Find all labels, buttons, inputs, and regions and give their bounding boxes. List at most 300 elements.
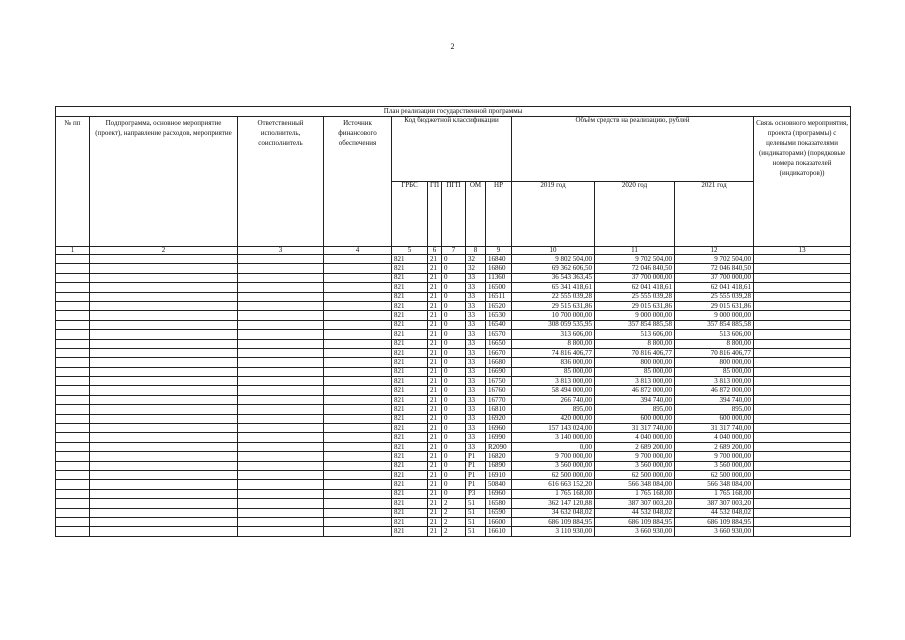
table-row: [56, 442, 851, 451]
code-cell: 21: [428, 283, 442, 292]
amount-cell: 513 606,00: [675, 330, 754, 339]
link-cell: [754, 292, 851, 301]
code-cell: 821: [392, 395, 428, 404]
code-cell: 2: [442, 499, 466, 508]
link-cell: [754, 480, 851, 489]
column-number: 3: [238, 247, 324, 255]
link-cell: [754, 470, 851, 479]
code-cell: 0: [442, 452, 466, 461]
empty-cell: [238, 273, 324, 282]
code-cell: R2090: [486, 442, 512, 451]
empty-cell: [324, 442, 392, 451]
code-cell: 0: [442, 414, 466, 423]
amount-cell: 686 109 884,95: [675, 517, 754, 526]
empty-cell: [56, 452, 90, 461]
column-number: 6: [428, 247, 442, 255]
code-cell: 51: [466, 499, 486, 508]
link-cell: [754, 283, 851, 292]
amount-cell: 3 813 000,00: [512, 377, 595, 386]
empty-cell: [238, 452, 324, 461]
empty-cell: [324, 311, 392, 320]
code-cell: 21: [428, 489, 442, 498]
amount-cell: 25 555 039,28: [595, 292, 675, 301]
code-cell: 21: [428, 348, 442, 357]
amount-cell: 46 872 000,00: [675, 386, 754, 395]
code-cell: 821: [392, 480, 428, 489]
amount-cell: 65 341 418,61: [512, 283, 595, 292]
empty-cell: [90, 386, 238, 395]
column-number: 1: [56, 247, 90, 255]
amount-cell: 62 500 000,00: [595, 470, 675, 479]
amount-cell: 2 689 200,00: [595, 442, 675, 451]
amount-cell: 394 740,00: [595, 395, 675, 404]
amount-cell: 3 560 000,00: [512, 461, 595, 470]
amount-cell: 9 700 000,00: [595, 452, 675, 461]
empty-cell: [56, 480, 90, 489]
link-cell: [754, 424, 851, 433]
page-number: 2: [450, 42, 455, 51]
amount-cell: 70 816 406,77: [595, 348, 675, 357]
code-cell: 16580: [486, 499, 512, 508]
amount-cell: 157 143 024,00: [512, 424, 595, 433]
table-row: [56, 301, 851, 310]
amount-cell: 9 000 000,00: [675, 311, 754, 320]
empty-cell: [238, 461, 324, 470]
empty-cell: [56, 377, 90, 386]
empty-cell: [238, 405, 324, 414]
code-cell: 16860: [486, 264, 512, 273]
empty-cell: [324, 405, 392, 414]
code-cell: 821: [392, 517, 428, 526]
amount-cell: 313 606,00: [512, 330, 595, 339]
link-cell: [754, 264, 851, 273]
code-cell: 21: [428, 311, 442, 320]
amount-cell: 74 816 406,77: [512, 348, 595, 357]
amount-cell: 1 765 168,00: [512, 489, 595, 498]
code-cell: 33: [466, 433, 486, 442]
empty-cell: [238, 517, 324, 526]
empty-cell: [238, 367, 324, 376]
code-cell: 0: [442, 386, 466, 395]
amount-cell: 3 813 000,00: [675, 377, 754, 386]
empty-cell: [324, 433, 392, 442]
code-cell: 2: [442, 527, 466, 536]
code-cell: 821: [392, 405, 428, 414]
column-number-row: [56, 247, 851, 255]
link-cell: [754, 386, 851, 395]
code-cell: 51: [466, 508, 486, 517]
empty-cell: [90, 264, 238, 273]
code-cell: 33: [466, 442, 486, 451]
code-cell: 33: [466, 395, 486, 404]
amount-cell: 895,00: [512, 405, 595, 414]
link-cell: [754, 442, 851, 451]
empty-cell: [90, 283, 238, 292]
amount-cell: 9 702 504,00: [595, 255, 675, 264]
empty-cell: [90, 273, 238, 282]
empty-cell: [90, 311, 238, 320]
code-cell: 821: [392, 452, 428, 461]
empty-cell: [90, 489, 238, 498]
table-row: [56, 273, 851, 282]
table-title: План реализации государственной программы: [56, 107, 851, 117]
link-cell: [754, 517, 851, 526]
code-cell: 21: [428, 499, 442, 508]
code-cell: 16570: [486, 330, 512, 339]
code-cell: 821: [392, 301, 428, 310]
empty-cell: [238, 320, 324, 329]
amount-cell: 686 109 884,95: [595, 517, 675, 526]
header-2019: 2019 год: [512, 182, 595, 247]
code-cell: 21: [428, 358, 442, 367]
amount-cell: 37 700 000,00: [595, 273, 675, 282]
empty-cell: [56, 405, 90, 414]
amount-cell: 85 000,00: [595, 367, 675, 376]
header-responsible: Ответственный исполнитель, соисполнитель: [238, 117, 324, 247]
code-cell: 21: [428, 452, 442, 461]
code-cell: 33: [466, 386, 486, 395]
empty-cell: [324, 348, 392, 357]
empty-cell: [324, 470, 392, 479]
amount-cell: 9 702 504,00: [675, 255, 754, 264]
code-cell: P1: [466, 480, 486, 489]
empty-cell: [90, 367, 238, 376]
code-cell: 821: [392, 283, 428, 292]
amount-cell: 308 059 535,95: [512, 320, 595, 329]
code-cell: 16770: [486, 395, 512, 404]
code-cell: 16990: [486, 433, 512, 442]
code-cell: 16840: [486, 255, 512, 264]
table-row: [56, 311, 851, 320]
code-cell: 21: [428, 424, 442, 433]
amount-cell: 3 660 930,00: [595, 527, 675, 536]
header-2021: 2021 год: [675, 182, 754, 247]
link-cell: [754, 414, 851, 423]
code-cell: 33: [466, 377, 486, 386]
code-cell: 16810: [486, 405, 512, 414]
empty-cell: [238, 330, 324, 339]
column-number: 9: [486, 247, 512, 255]
empty-cell: [238, 348, 324, 357]
code-cell: 21: [428, 527, 442, 536]
link-cell: [754, 311, 851, 320]
amount-cell: 3 110 930,00: [512, 527, 595, 536]
code-cell: 21: [428, 367, 442, 376]
column-number: 5: [392, 247, 428, 255]
table-row: [56, 255, 851, 264]
code-cell: 821: [392, 424, 428, 433]
header-source: Источник финансового обеспечения: [324, 117, 392, 247]
code-cell: 50840: [486, 480, 512, 489]
column-number: 12: [675, 247, 754, 255]
amount-cell: 72 046 840,50: [675, 264, 754, 273]
code-cell: 821: [392, 489, 428, 498]
empty-cell: [56, 320, 90, 329]
empty-cell: [238, 414, 324, 423]
code-cell: 821: [392, 339, 428, 348]
amount-cell: 62 041 418,61: [675, 283, 754, 292]
amount-cell: 0,00: [512, 442, 595, 451]
table-row: [56, 330, 851, 339]
amount-cell: 4 040 000,00: [675, 433, 754, 442]
table-row: [56, 264, 851, 273]
empty-cell: [324, 414, 392, 423]
table-row: [56, 433, 851, 442]
empty-cell: [238, 255, 324, 264]
empty-cell: [324, 395, 392, 404]
empty-cell: [90, 377, 238, 386]
code-cell: 16670: [486, 348, 512, 357]
code-cell: 821: [392, 273, 428, 282]
empty-cell: [238, 424, 324, 433]
code-cell: 16511: [486, 292, 512, 301]
amount-cell: 4 040 000,00: [595, 433, 675, 442]
code-cell: 821: [392, 348, 428, 357]
amount-cell: 9 700 000,00: [675, 452, 754, 461]
empty-cell: [56, 330, 90, 339]
empty-cell: [90, 452, 238, 461]
code-cell: 16530: [486, 311, 512, 320]
empty-cell: [324, 452, 392, 461]
empty-cell: [56, 433, 90, 442]
empty-cell: [90, 442, 238, 451]
code-cell: 16590: [486, 508, 512, 517]
code-cell: 21: [428, 301, 442, 310]
empty-cell: [90, 527, 238, 536]
code-cell: 16650: [486, 339, 512, 348]
table-row: [56, 527, 851, 536]
link-cell: [754, 255, 851, 264]
empty-cell: [56, 301, 90, 310]
empty-cell: [324, 358, 392, 367]
column-number: 4: [324, 247, 392, 255]
link-cell: [754, 395, 851, 404]
table-row: [56, 489, 851, 498]
code-cell: 16540: [486, 320, 512, 329]
code-cell: 821: [392, 377, 428, 386]
code-cell: 2: [442, 517, 466, 526]
empty-cell: [56, 255, 90, 264]
header-grbs: ГРБС: [392, 182, 428, 247]
code-cell: 2: [442, 508, 466, 517]
empty-cell: [324, 367, 392, 376]
code-cell: 33: [466, 330, 486, 339]
table-body: [56, 255, 851, 537]
link-cell: [754, 330, 851, 339]
amount-cell: 8 800,00: [675, 339, 754, 348]
empty-cell: [324, 386, 392, 395]
code-cell: 21: [428, 517, 442, 526]
code-cell: 16750: [486, 377, 512, 386]
empty-cell: [324, 330, 392, 339]
empty-cell: [90, 358, 238, 367]
link-cell: [754, 499, 851, 508]
code-cell: 21: [428, 433, 442, 442]
amount-cell: 85 000,00: [512, 367, 595, 376]
code-cell: 0: [442, 339, 466, 348]
code-cell: 33: [466, 320, 486, 329]
code-cell: 21: [428, 461, 442, 470]
code-cell: P1: [466, 470, 486, 479]
header-number: № пп: [56, 117, 90, 247]
table-row: [56, 367, 851, 376]
amount-cell: 69 362 606,50: [512, 264, 595, 273]
code-cell: 33: [466, 348, 486, 357]
code-cell: 16690: [486, 367, 512, 376]
empty-cell: [90, 292, 238, 301]
amount-cell: 25 555 039,28: [675, 292, 754, 301]
empty-cell: [238, 508, 324, 517]
code-cell: 0: [442, 405, 466, 414]
table-row: [56, 424, 851, 433]
table-row: [56, 386, 851, 395]
empty-cell: [90, 433, 238, 442]
code-cell: 32: [466, 255, 486, 264]
amount-cell: 1 765 168,00: [595, 489, 675, 498]
code-cell: 21: [428, 377, 442, 386]
amount-cell: 1 765 168,00: [675, 489, 754, 498]
code-cell: 0: [442, 292, 466, 301]
amount-cell: 70 816 406,77: [675, 348, 754, 357]
empty-cell: [90, 395, 238, 404]
amount-cell: 266 740,00: [512, 395, 595, 404]
code-cell: 0: [442, 395, 466, 404]
code-cell: 21: [428, 320, 442, 329]
amount-cell: 9 000 000,00: [595, 311, 675, 320]
amount-cell: 836 000,00: [512, 358, 595, 367]
header-2020: 2020 год: [595, 182, 675, 247]
table-row: [56, 292, 851, 301]
empty-cell: [56, 283, 90, 292]
empty-cell: [238, 264, 324, 273]
empty-cell: [90, 499, 238, 508]
empty-cell: [324, 461, 392, 470]
amount-cell: 2 689 200,00: [675, 442, 754, 451]
empty-cell: [324, 527, 392, 536]
empty-cell: [56, 386, 90, 395]
amount-cell: 62 500 000,00: [675, 470, 754, 479]
amount-cell: 44 532 048,02: [595, 508, 675, 517]
code-cell: 821: [392, 255, 428, 264]
amount-cell: 9 700 000,00: [512, 452, 595, 461]
amount-cell: 3 560 000,00: [675, 461, 754, 470]
empty-cell: [238, 395, 324, 404]
link-cell: [754, 489, 851, 498]
empty-cell: [324, 517, 392, 526]
empty-cell: [90, 330, 238, 339]
empty-cell: [56, 508, 90, 517]
column-number: 10: [512, 247, 595, 255]
empty-cell: [56, 311, 90, 320]
header-np: НР: [486, 182, 512, 247]
amount-cell: 800 000,00: [675, 358, 754, 367]
header-gp: ГП: [428, 182, 442, 247]
code-cell: 21: [428, 395, 442, 404]
code-cell: 16760: [486, 386, 512, 395]
code-cell: 821: [392, 264, 428, 273]
empty-cell: [324, 489, 392, 498]
code-cell: 821: [392, 311, 428, 320]
amount-cell: 31 317 740,00: [675, 424, 754, 433]
code-cell: 21: [428, 508, 442, 517]
header-subprogram: Подпрограмма, основное мероприятие (проект), направление расходов, мероприятие: [90, 117, 238, 247]
empty-cell: [90, 348, 238, 357]
empty-cell: [238, 311, 324, 320]
empty-cell: [324, 301, 392, 310]
empty-cell: [56, 442, 90, 451]
code-cell: 21: [428, 264, 442, 273]
code-cell: 16680: [486, 358, 512, 367]
link-cell: [754, 273, 851, 282]
empty-cell: [238, 442, 324, 451]
code-cell: 0: [442, 358, 466, 367]
table-row: [56, 339, 851, 348]
empty-cell: [324, 292, 392, 301]
header-volume: Объём средств на реализацию, рублей: [512, 117, 754, 182]
code-cell: 21: [428, 386, 442, 395]
empty-cell: [238, 470, 324, 479]
amount-cell: 420 000,00: [512, 414, 595, 423]
code-cell: 0: [442, 480, 466, 489]
code-cell: 821: [392, 442, 428, 451]
amount-cell: 58 494 000,00: [512, 386, 595, 395]
amount-cell: 9 802 504,00: [512, 255, 595, 264]
table-row: [56, 283, 851, 292]
amount-cell: 29 015 631,86: [595, 301, 675, 310]
empty-cell: [56, 470, 90, 479]
empty-cell: [324, 339, 392, 348]
code-cell: 0: [442, 283, 466, 292]
empty-cell: [238, 377, 324, 386]
code-cell: 821: [392, 320, 428, 329]
code-cell: 0: [442, 348, 466, 357]
code-cell: 16820: [486, 452, 512, 461]
amount-cell: 85 000,00: [675, 367, 754, 376]
empty-cell: [324, 377, 392, 386]
amount-cell: 29 015 631,86: [675, 301, 754, 310]
table-row: [56, 377, 851, 386]
code-cell: 821: [392, 461, 428, 470]
empty-cell: [56, 348, 90, 357]
code-cell: 33: [466, 311, 486, 320]
table-row: [56, 348, 851, 357]
amount-cell: 29 515 631,86: [512, 301, 595, 310]
code-cell: 33: [466, 358, 486, 367]
amount-cell: 3 660 930,00: [675, 527, 754, 536]
empty-cell: [56, 367, 90, 376]
empty-cell: [90, 255, 238, 264]
amount-cell: 72 046 840,50: [595, 264, 675, 273]
code-cell: 21: [428, 255, 442, 264]
amount-cell: 513 606,00: [595, 330, 675, 339]
amount-cell: 357 854 885,58: [595, 320, 675, 329]
empty-cell: [56, 273, 90, 282]
code-cell: 821: [392, 527, 428, 536]
code-cell: 0: [442, 320, 466, 329]
amount-cell: 34 632 048,02: [512, 508, 595, 517]
empty-cell: [56, 395, 90, 404]
empty-cell: [324, 283, 392, 292]
amount-cell: 22 555 039,28: [512, 292, 595, 301]
empty-cell: [56, 414, 90, 423]
amount-cell: 566 348 084,00: [595, 480, 675, 489]
amount-cell: 394 740,00: [675, 395, 754, 404]
empty-cell: [324, 508, 392, 517]
amount-cell: 362 147 120,88: [512, 499, 595, 508]
table-row: [56, 499, 851, 508]
empty-cell: [238, 301, 324, 310]
code-cell: 16610: [486, 527, 512, 536]
